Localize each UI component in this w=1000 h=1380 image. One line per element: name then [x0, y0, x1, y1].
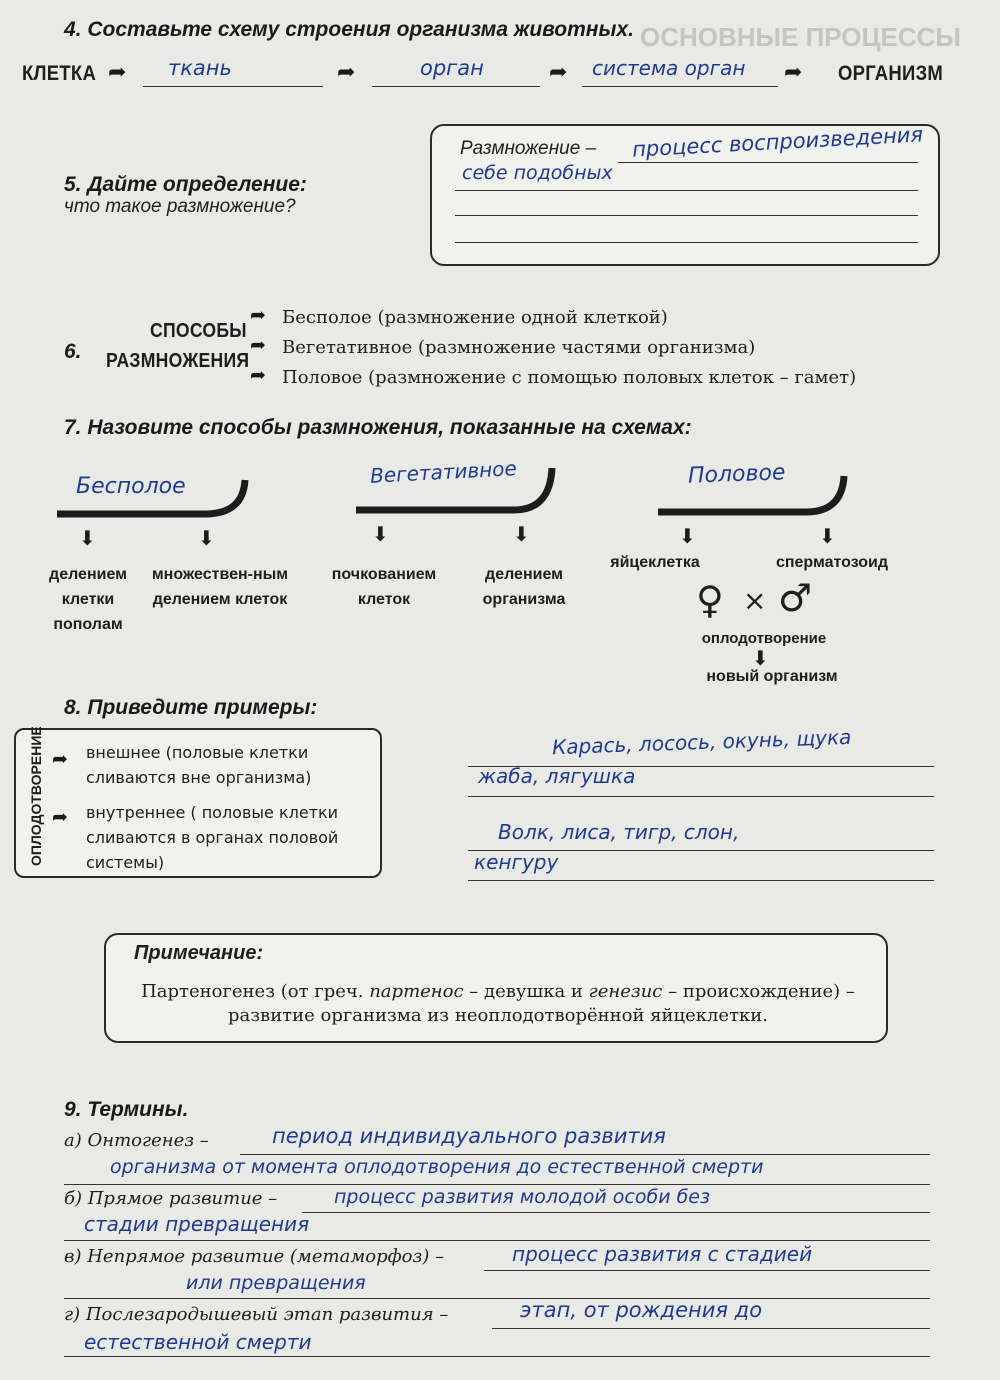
- new-organism-label: новый организм: [706, 668, 838, 685]
- internal-examples-1: Волк, лиса, тигр, слон,: [498, 820, 740, 844]
- term-b-answer-2: стадии превращения: [84, 1212, 310, 1236]
- arrow-icon: ➦: [784, 60, 803, 85]
- term-d-answer-1: этап, от рождения до: [520, 1298, 763, 1322]
- down-arrow-icon: ⬇: [513, 522, 530, 546]
- diagram-answer-vegetative: Вегетативное: [369, 456, 518, 488]
- task6-number: 6.: [64, 340, 82, 363]
- definition-answer-2: себе подобных: [462, 162, 613, 184]
- vegetative-type-1: почкованием клеток: [331, 566, 437, 608]
- answer-line: [455, 215, 918, 216]
- diagram-answer-sexual: Половое: [687, 460, 786, 489]
- down-arrow-icon: ⬇: [79, 526, 96, 550]
- note-text: [120, 980, 876, 1028]
- cross-symbol: ×: [743, 584, 767, 617]
- answer-line: [64, 1184, 930, 1185]
- fertilization-external: внешнее (половые клетки сливаются вне организма): [86, 743, 312, 787]
- bracket-vegetative: [354, 466, 564, 518]
- asexual-type-2: множествен-ным делением клеток: [151, 566, 289, 608]
- task9-title: 9. Термины.: [64, 1098, 189, 1121]
- task5-question: что такое размножение?: [64, 196, 296, 217]
- sperm-label: сперматозоид: [775, 554, 889, 571]
- answer-system: система орган: [592, 56, 746, 80]
- note-text-b: – девушка и: [463, 981, 589, 1002]
- method-asexual: Бесполое (размножение одной клеткой): [282, 307, 668, 328]
- answer-line: [64, 1240, 930, 1241]
- task8-title: 8. Приведите примеры:: [64, 696, 318, 719]
- note-title: Примечание:: [134, 942, 264, 964]
- definition-lead: Размножение –: [460, 138, 597, 159]
- fertilization-label: оплодотворение: [701, 630, 827, 647]
- arrow-icon: ➦: [549, 60, 568, 85]
- external-examples-1: Карась, лосось, окунь, щука: [551, 724, 852, 760]
- method-sexual: Половое (размножение с помощью половых клеток – гамет): [282, 367, 857, 388]
- answer-line: [455, 190, 918, 191]
- definition-answer-1: процесс воспроизведения: [631, 122, 924, 162]
- note-word-parthenos: партенос: [369, 981, 464, 1002]
- answer-organ: орган: [420, 56, 484, 80]
- bracket-sexual: [656, 474, 856, 520]
- answer-line: [64, 1298, 930, 1299]
- answer-line: [302, 1212, 930, 1213]
- asexual-type-1: делением клетки пополам: [49, 566, 127, 633]
- down-arrow-icon: ⬇: [752, 646, 769, 670]
- note-word-genesis: генезис: [588, 981, 663, 1002]
- note-text-c: – происхождение) – развитие организма из неоплодотворённой яйцеклетки.: [227, 981, 855, 1026]
- answer-line: [618, 162, 918, 163]
- bracket-asexual: [55, 478, 255, 522]
- arrow-icon: ➦: [337, 60, 356, 85]
- answer-line: [240, 1154, 930, 1155]
- term-d-answer-2: естественной смерти: [84, 1330, 312, 1354]
- down-arrow-icon: ⬇: [679, 524, 696, 548]
- answer-line: [492, 1328, 930, 1329]
- fertilization-side-label: ОПЛОДОТВОРЕНИЕ: [28, 726, 44, 866]
- fertilization-internal: внутреннее ( половые клетки сливаются в органах половой системы): [86, 803, 339, 872]
- term-b-answer-1: процесс развития молодой особи без: [334, 1186, 711, 1208]
- task5-title: 5. Дайте определение:: [64, 173, 307, 196]
- male-symbol-icon: ♂: [778, 576, 813, 620]
- term-d-label: г) Послезародышевый этап развития –: [64, 1304, 449, 1325]
- term-c-label: в) Непрямое развитие (метаморфоз) –: [64, 1246, 445, 1267]
- term-b-label: б) Прямое развитие –: [64, 1188, 278, 1209]
- note-text-a: Партеногенез (от греч.: [141, 981, 370, 1002]
- term-c-answer-1: процесс развития с стадией: [512, 1242, 813, 1266]
- arrow-icon: ➦: [250, 364, 266, 386]
- fertilization-side-label-wrap: [22, 726, 48, 870]
- answer-line: [64, 1356, 930, 1357]
- task4-title: 4. Составьте схему строения организма животных.: [64, 18, 634, 41]
- down-arrow-icon: ⬇: [198, 526, 215, 550]
- term-a-answer-2: организма от момента оплодотворения до естественной смерти: [110, 1156, 764, 1178]
- answer-line: [484, 1270, 930, 1271]
- task6-label-1: СПОСОБЫ: [150, 320, 247, 342]
- answer-line: [143, 86, 323, 87]
- answer-line: [455, 242, 918, 243]
- answer-line: [468, 796, 934, 797]
- female-symbol-icon: ♀: [696, 578, 724, 622]
- task7-title: 7. Назовите способы размножения, показанные на схемах:: [64, 416, 692, 439]
- chain-end-label: ОРГАНИЗМ: [838, 62, 944, 85]
- down-arrow-icon: ⬇: [819, 524, 836, 548]
- chain-start-label: КЛЕТКА: [22, 62, 97, 85]
- arrow-icon: ➦: [250, 334, 266, 356]
- arrow-icon: ➦: [52, 806, 68, 828]
- vegetative-type-2: делением организма: [482, 566, 566, 608]
- term-a-answer-1: период индивидуального развития: [272, 1124, 666, 1148]
- method-vegetative: Вегетативное (размножение частями организма): [282, 337, 756, 358]
- bleed-through: ОСНОВНЫЕ ПРОЦЕССЫ: [640, 22, 961, 52]
- answer-line: [372, 86, 540, 87]
- answer-line: [582, 86, 778, 87]
- external-examples-2: жаба, лягушка: [478, 764, 636, 788]
- arrow-icon: ➦: [250, 304, 266, 326]
- arrow-icon: ➦: [52, 748, 68, 770]
- term-a-label: а) Онтогенез –: [64, 1130, 209, 1151]
- egg-cell-label: яйцеклетка: [610, 554, 700, 571]
- arrow-icon: ➦: [108, 60, 127, 85]
- answer-tissue: ткань: [168, 56, 232, 80]
- down-arrow-icon: ⬇: [372, 522, 389, 546]
- term-c-answer-2: или превращения: [186, 1272, 366, 1294]
- task6-label-2: РАЗМНОЖЕНИЯ: [106, 350, 250, 372]
- answer-line: [468, 880, 934, 881]
- internal-examples-2: кенгуру: [474, 850, 559, 874]
- diagram-answer-asexual: Бесполое: [76, 474, 186, 499]
